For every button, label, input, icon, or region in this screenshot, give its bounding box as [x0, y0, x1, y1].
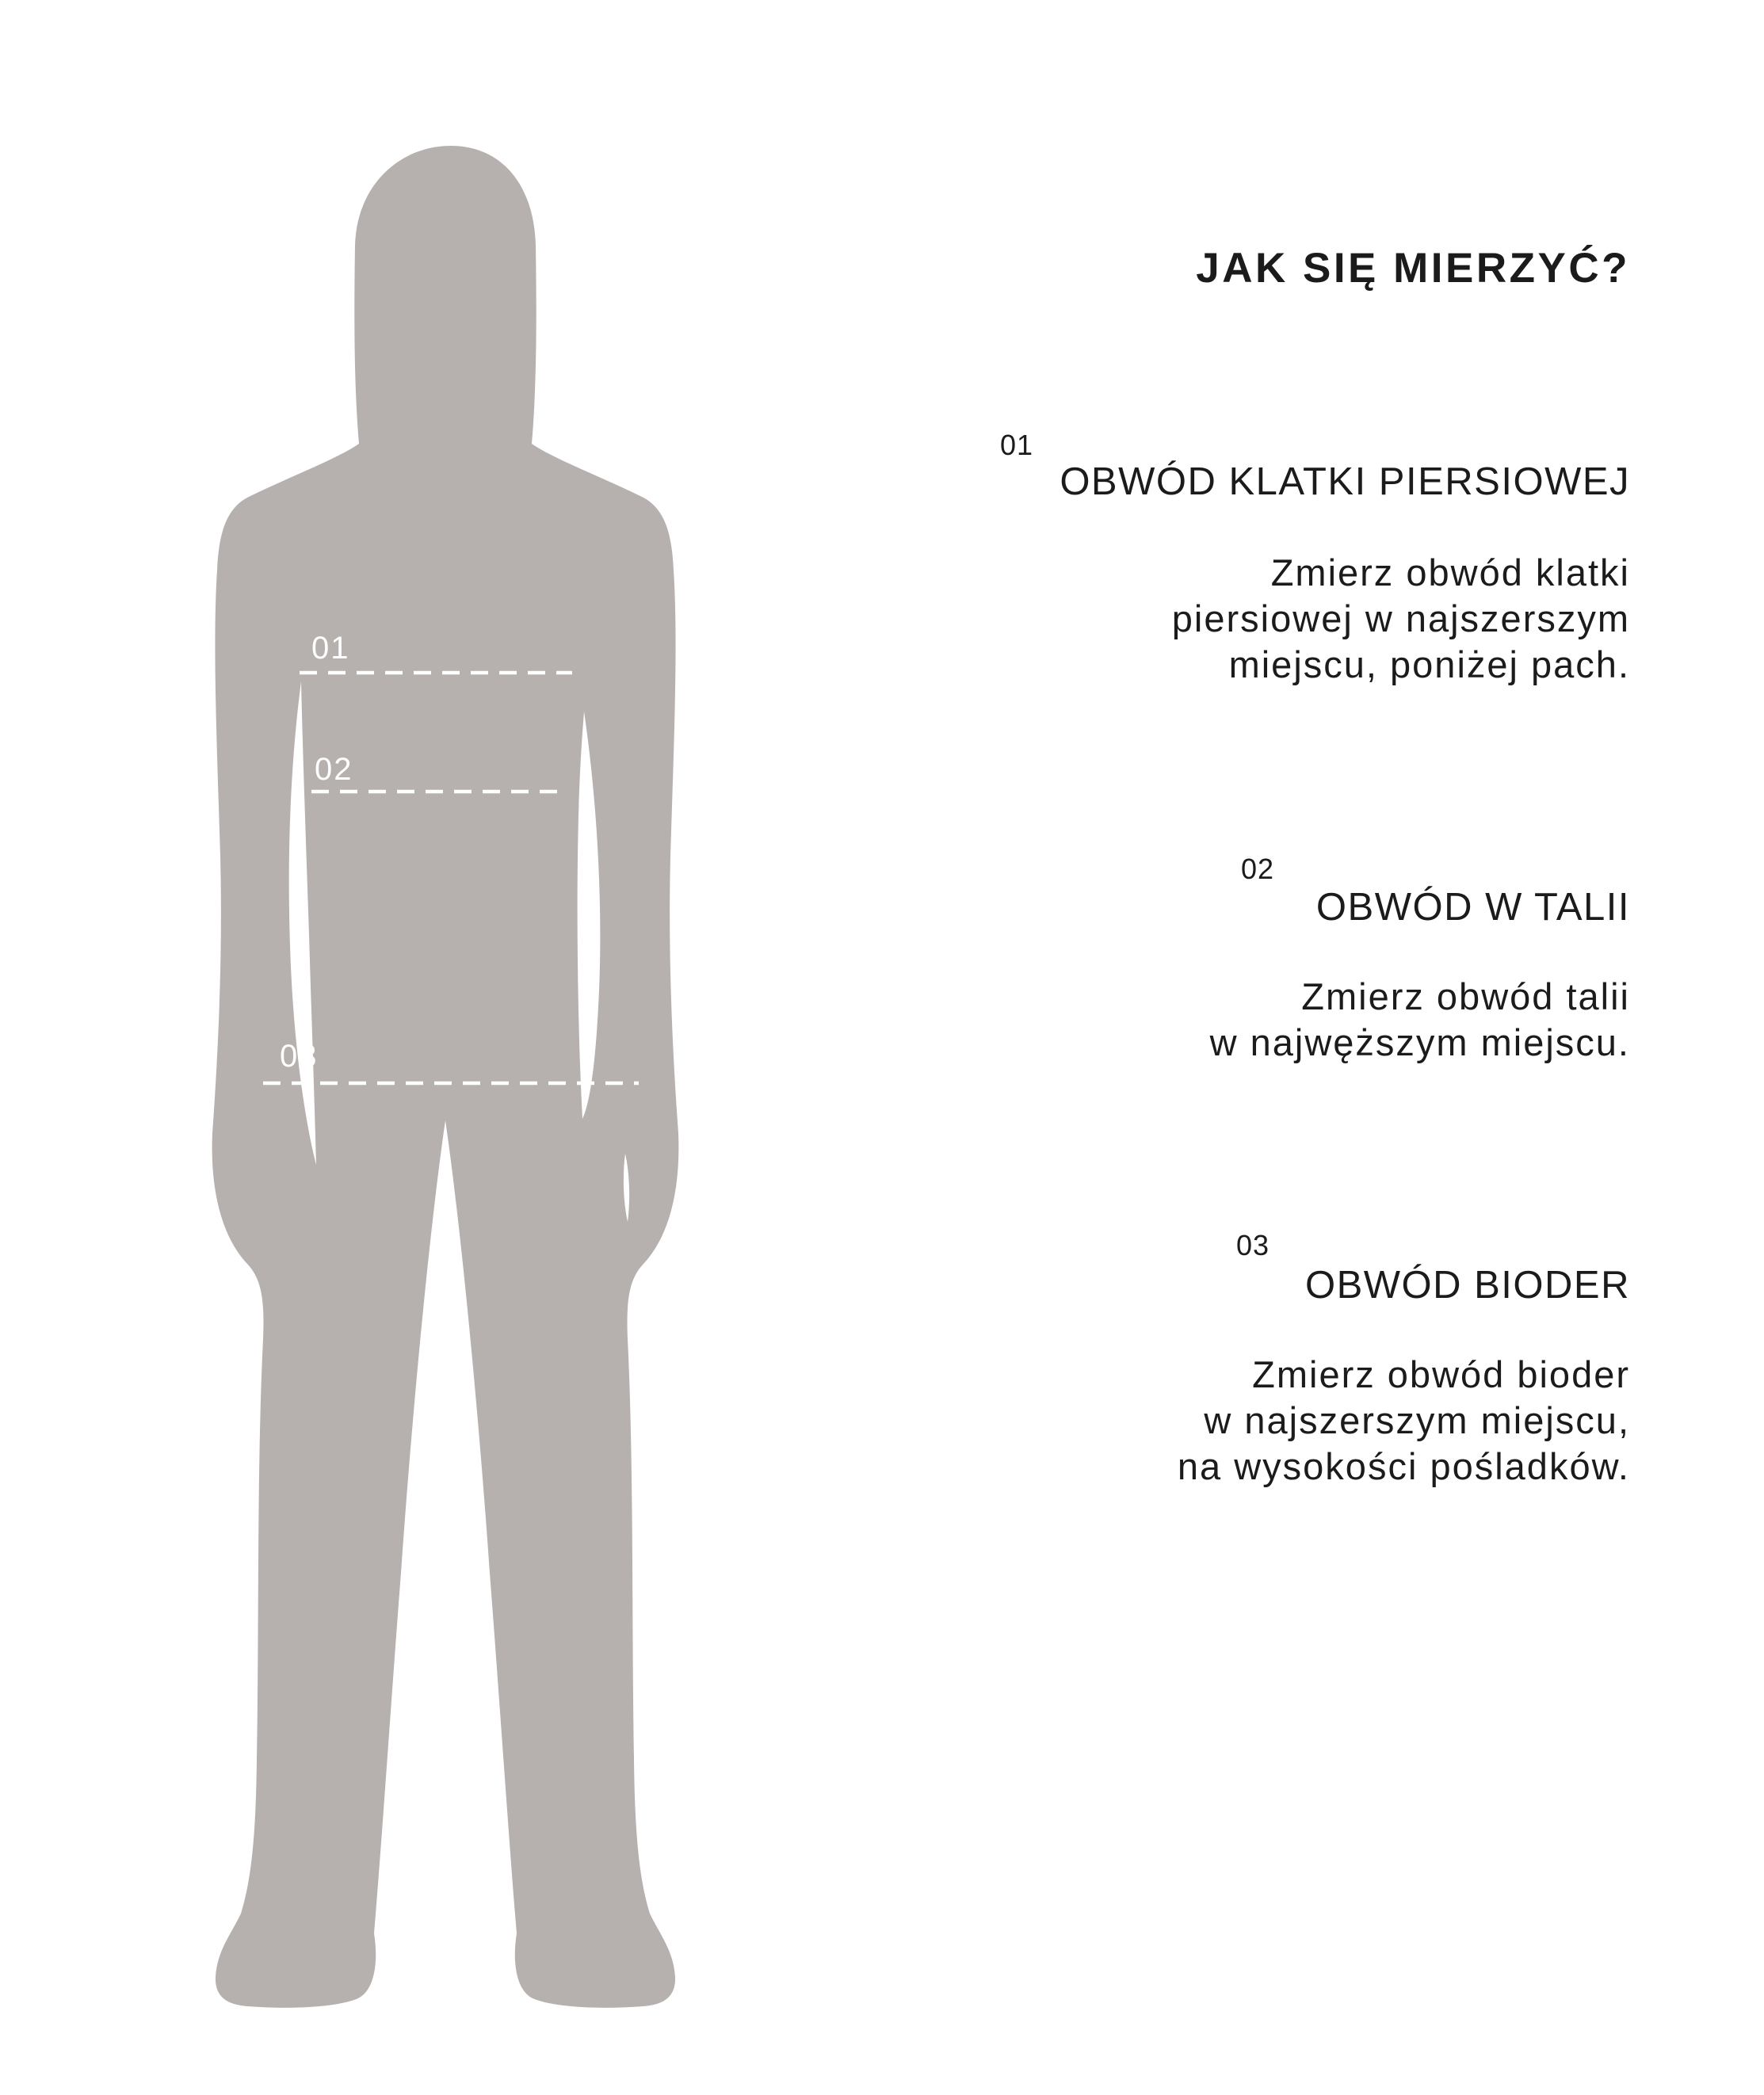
page-title: JAK SIĘ MIERZYĆ? [1196, 244, 1630, 292]
section-body-hips [1178, 1352, 1630, 1490]
section-heading-chest: OBWÓD KLATKI PIERSIOWEJ [1060, 460, 1630, 503]
body-line: w najszerszym miejscu, [1204, 1399, 1630, 1441]
waist-line-label: 02 [315, 752, 353, 787]
hips-line-label: 03 [280, 1039, 319, 1074]
body-line: na wysokości pośladków. [1177, 1445, 1630, 1487]
section-body-chest [1172, 550, 1630, 688]
body-line: Zmierz obwód bioder [1252, 1353, 1630, 1395]
body-line: miejscu, poniżej pach. [1228, 643, 1630, 685]
section-heading-waist: OBWÓD W TALII [1315, 886, 1630, 929]
section-number-waist: 02 [1241, 853, 1275, 885]
section-number-hips: 03 [1236, 1229, 1270, 1261]
body-line: w najwęższym miejscu. [1209, 1021, 1630, 1063]
section-body-waist [1210, 974, 1630, 1066]
chest-line-label: 01 [311, 631, 350, 666]
section-heading-hips: OBWÓD BIODER [1304, 1264, 1630, 1307]
body-line: piersiowej w najszerszym [1171, 597, 1630, 639]
body-line: Zmierz obwód talii [1301, 975, 1630, 1017]
female-silhouette [212, 146, 679, 2008]
body-line: Zmierz obwód klatki [1270, 551, 1630, 593]
section-number-chest: 01 [1000, 429, 1034, 461]
